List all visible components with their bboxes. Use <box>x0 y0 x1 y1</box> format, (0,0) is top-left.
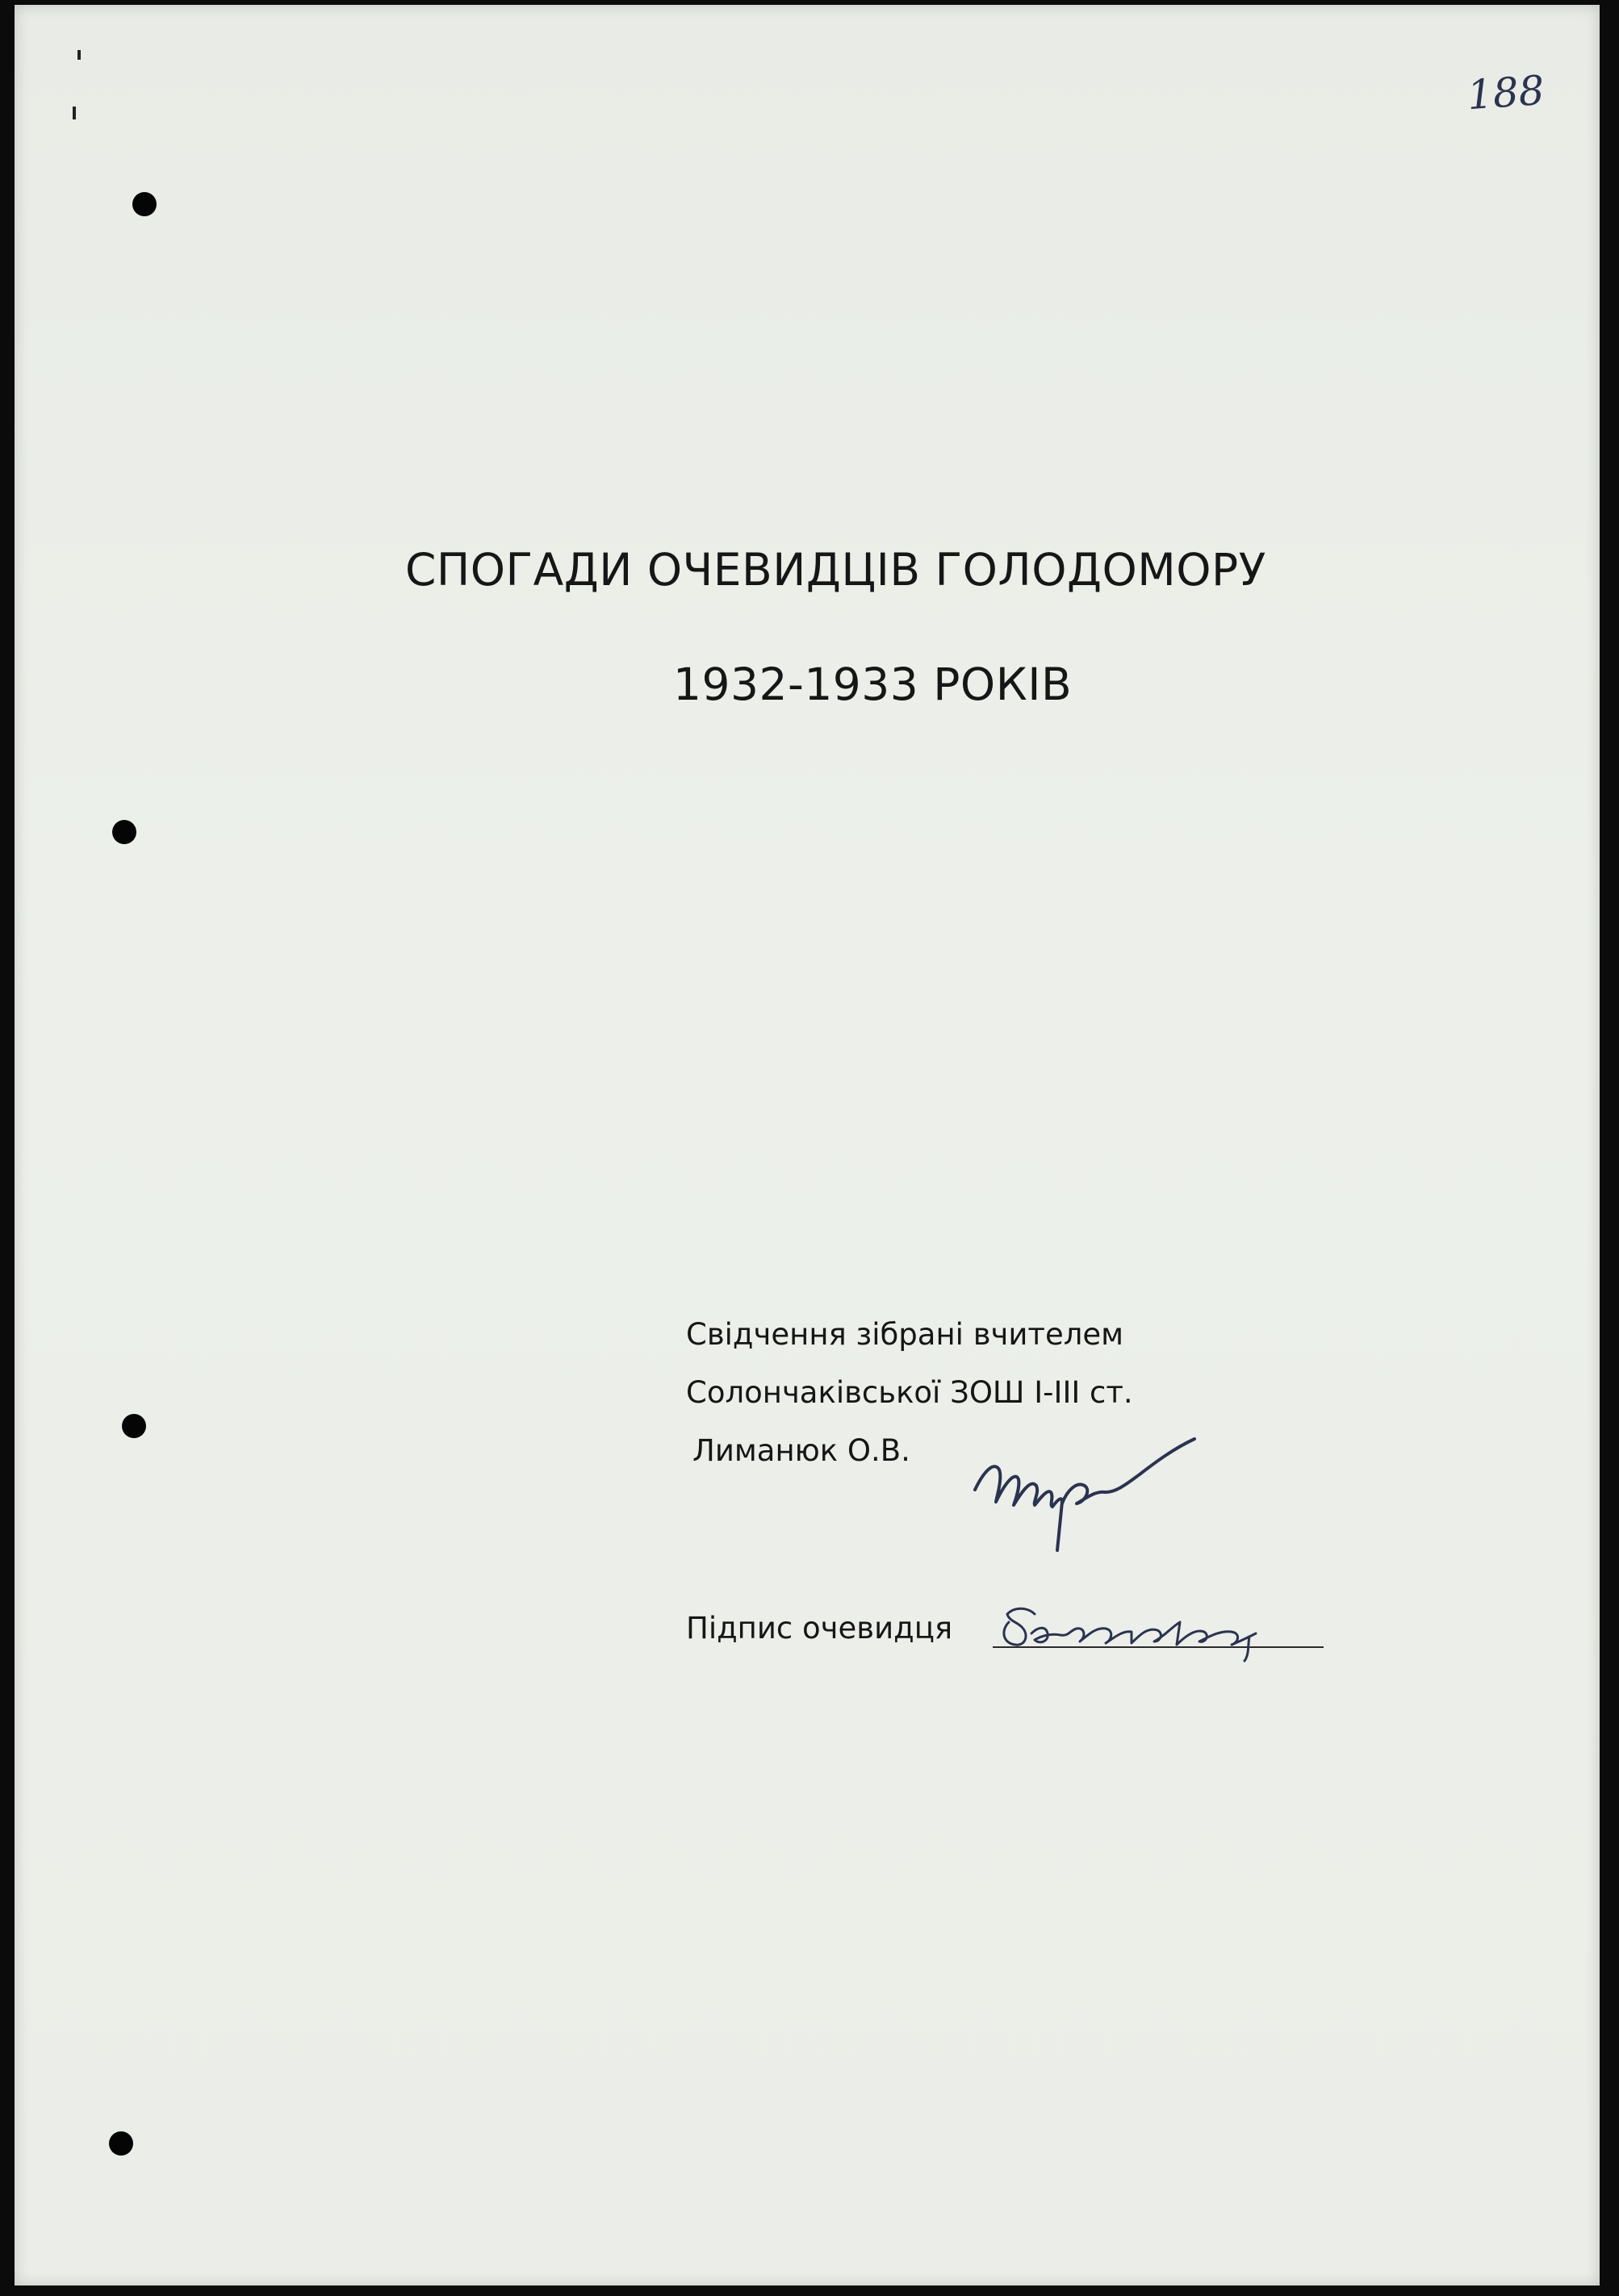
punch-hole <box>122 1414 146 1438</box>
punch-hole <box>112 820 136 844</box>
punch-hole <box>132 192 157 216</box>
document-title-line-1: СПОГАДИ ОЧЕВИДЦІВ ГОЛОДОМОРУ <box>405 544 1266 596</box>
collector-line-1: Свідчення зібрані вчителем <box>686 1317 1124 1352</box>
edge-mark <box>73 107 76 119</box>
collector-line-3: Лиманюк О.В. <box>692 1433 910 1468</box>
edge-mark <box>77 50 81 60</box>
document-title-line-2: 1932-1933 РОКІВ <box>673 659 1073 710</box>
page-number: 188 <box>1466 66 1546 119</box>
witness-signature-label: Підпис очевидця <box>686 1611 953 1646</box>
punch-hole <box>109 2131 133 2156</box>
collector-line-2: Солончаківської ЗОШ І-ІІІ ст. <box>686 1375 1133 1410</box>
paper-sheet <box>15 5 1600 2286</box>
witness-signature <box>993 1595 1283 1667</box>
collector-signature <box>967 1413 1201 1550</box>
